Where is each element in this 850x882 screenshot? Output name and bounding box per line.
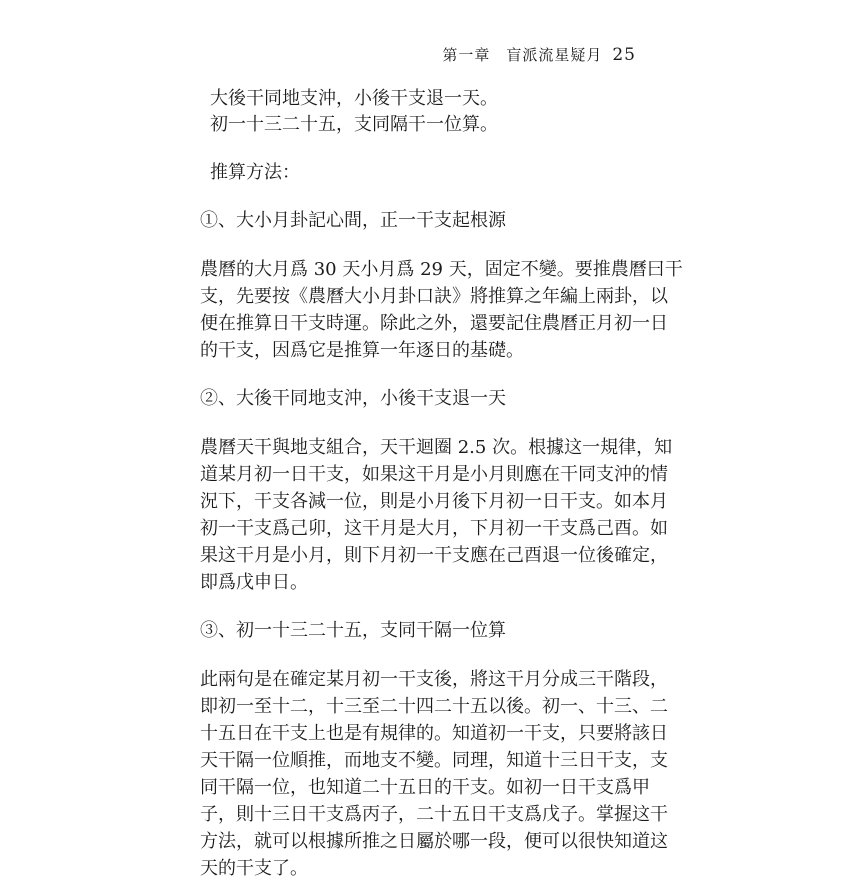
paragraph-line: 農曆的大月爲 30 天小月爲 29 天，固定不變。要推農曆曰干 xyxy=(200,259,683,280)
paragraph-line: 即爲戊申日。 xyxy=(200,572,308,593)
paragraph-line: 方法，就可以根據所推之日屬於哪一段，便可以很快知道这 xyxy=(200,831,668,852)
paragraph-line: 天干隔一位順推，而地支不變。同理，知道十三日干支，支 xyxy=(200,750,668,771)
paragraph-line: 此兩句是在確定某月初一干支後，將这干月分成三干階段， xyxy=(200,669,668,690)
paragraph-line: 便在推算日干支時運。除此之外，還要記住農曆正月初一日 xyxy=(200,313,668,334)
paragraph-line: 十五日在干支上也是有規律的。知道初一干支，只要將該日 xyxy=(200,723,668,744)
section-paragraph xyxy=(200,434,673,596)
paragraph-line: 同干隔一位，也知道二十五日的干支。如初一日干支爲甲 xyxy=(200,777,650,798)
section-heading: ③、初一十三二十五，支同干隔一位算 xyxy=(200,620,506,641)
page-number: 25 xyxy=(612,45,636,65)
paragraph-line: 道某月初一日干支，如果这干月是小月則應在干同支沖的情 xyxy=(200,464,668,485)
paragraph-line: 農曆天干與地支組合，天干迴圈 2.5 次。根據这一規律，知 xyxy=(200,437,673,458)
verse-line: 大後干同地支沖，小後干支退一天。 xyxy=(210,88,498,109)
main-text xyxy=(200,86,683,882)
section-paragraph xyxy=(200,256,683,364)
method-label: 推算方法： xyxy=(210,162,300,183)
paragraph-line: 初一干支爲己卯，这干月是大月，下月初一干支爲己酉。如 xyxy=(200,518,668,539)
section-heading: ①、大小月卦記心間，正一干支起根源 xyxy=(200,210,506,231)
paragraph-line: 天的干支了。 xyxy=(200,858,308,879)
paragraph-line: 子，則十三日干支爲丙子，二十五日干支爲戊子。掌握这干 xyxy=(200,804,668,825)
verse-line: 初一十三二十五，支同隔干一位算。 xyxy=(210,114,498,135)
paragraph-line: 的干支，因爲它是推算一年逐日的基礎。 xyxy=(200,340,524,361)
paragraph-line: 即初一至十二，十三至二十四二十五以後。初一、十三、二 xyxy=(200,696,668,717)
paragraph-line: 支，先要按《農曆大小月卦口訣》將推算之年編上兩卦，以 xyxy=(200,286,668,307)
paragraph-line: 果这干月是小月，則下月初一干支應在己酉退一位後確定， xyxy=(200,545,668,566)
section-heading: ②、大後干同地支沖，小後干支退一天 xyxy=(200,388,506,409)
chapter-title: 第一章 盲派流星疑月 xyxy=(442,46,603,64)
paragraph-line: 況下，干支各減一位，則是小月後下月初一日干支。如本月 xyxy=(200,491,668,512)
running-header xyxy=(442,44,636,65)
